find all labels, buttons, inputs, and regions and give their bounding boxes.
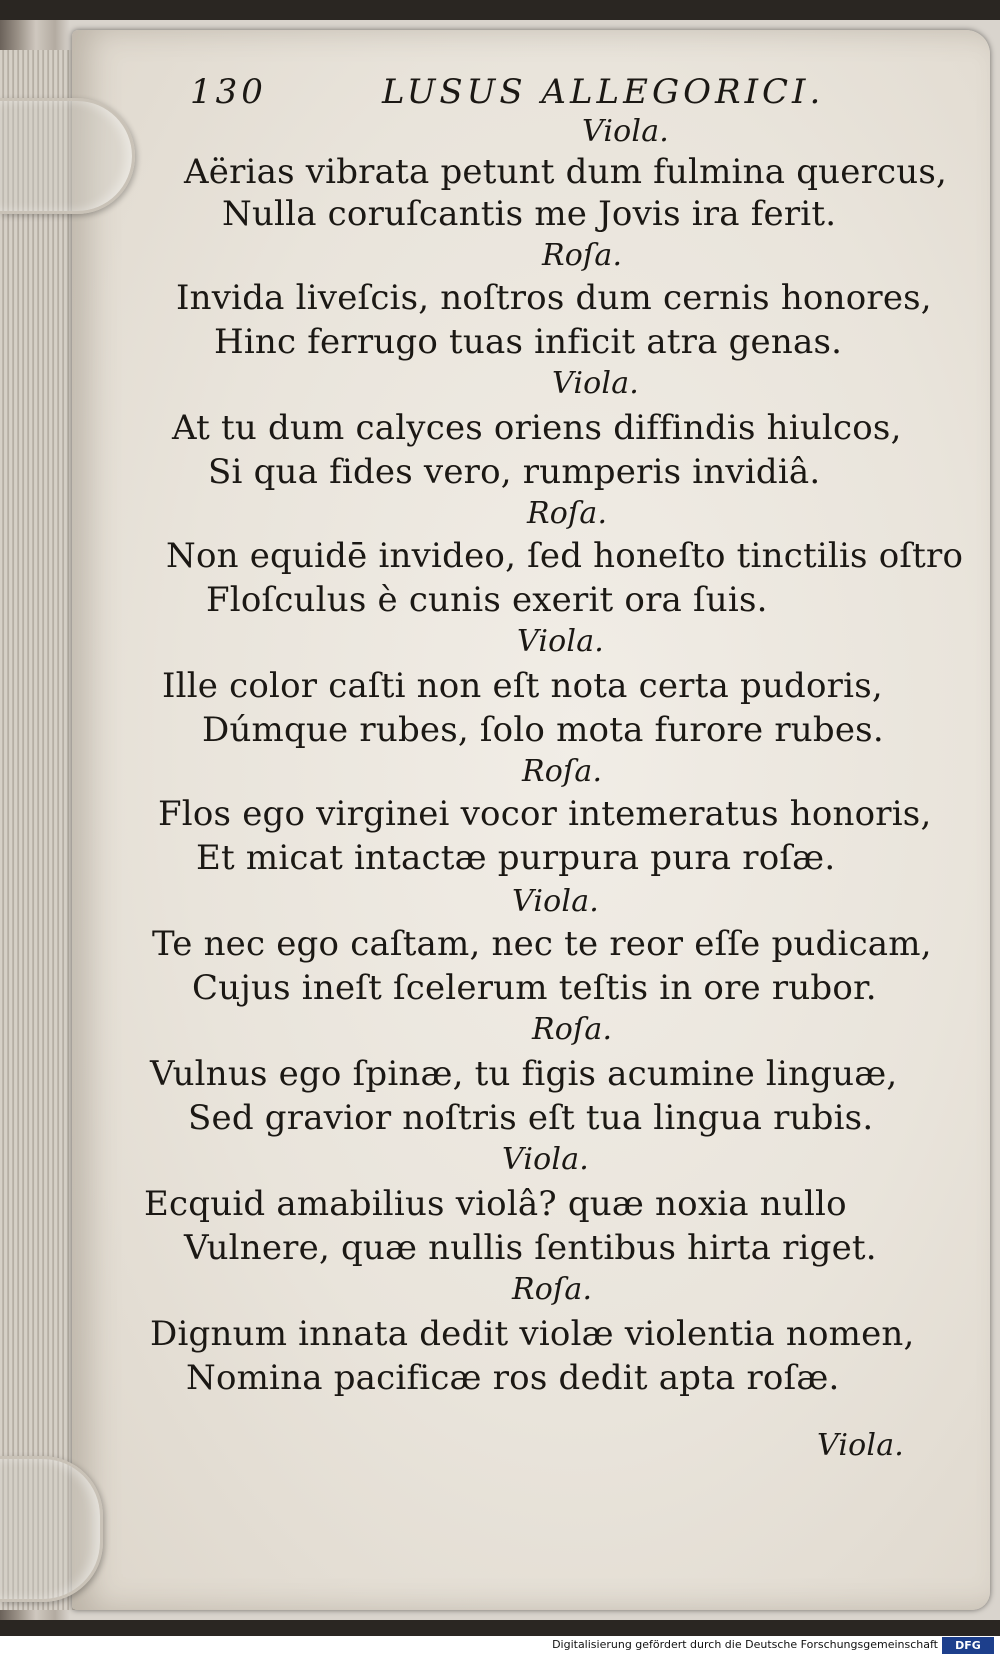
speaker-label: Roſa. <box>527 496 608 531</box>
verse-line: Te nec ego caſtam, nec te reor eſſe pudicam, <box>152 924 932 964</box>
verse-line: Ille color caſti non eſt nota certa pudoris, <box>162 666 883 706</box>
dfg-logo: DFG <box>942 1637 994 1654</box>
verse-line: Dúmque rubes, ſolo mota furore rubes. <box>202 710 884 750</box>
page-edges <box>0 50 76 1610</box>
verse-line: Ecquid amabilius violâ? quæ noxia nullo <box>144 1184 847 1224</box>
catchword: Viola. <box>817 1428 905 1463</box>
verse-line: Nulla coruſcantis me Jovis ira ferit. <box>222 194 837 234</box>
speaker-label: Viola. <box>582 114 670 149</box>
verse-line: Aërias vibrata petunt dum fulmina quercus, <box>184 152 948 192</box>
speaker-label: Viola. <box>552 366 640 401</box>
verse-line: Si qua fides vero, rumperis invidiâ. <box>208 452 821 492</box>
speaker-label: Roſa. <box>522 754 603 789</box>
verse-line: At tu dum calyces oriens diffindis hiulcos, <box>172 408 902 448</box>
verse-line: Vulnere, quæ nullis ſentibus hirta riget. <box>184 1228 877 1268</box>
verse-line: Invida liveſcis, noſtros dum cernis honores, <box>176 278 932 318</box>
speaker-label: Roſa. <box>542 238 623 273</box>
verse-line: Vulnus ego ſpinæ, tu figis acumine linguæ, <box>150 1054 898 1094</box>
verse-line: Cujus ineſt ſcelerum teſtis in ore rubor. <box>192 968 877 1008</box>
verse-line: Non equidē invideo, ſed honeſto tinctilis oſtro <box>166 536 964 576</box>
running-title: LUSUS ALLEGORICI. <box>382 72 825 112</box>
speaker-label: Viola. <box>517 624 605 659</box>
verse-line: Sed gravior noſtris eſt tua lingua rubis. <box>188 1098 874 1138</box>
verse-line: Dignum innata dedit violæ violentia nomen, <box>150 1314 915 1354</box>
page-text <box>72 20 990 1620</box>
digitization-footer <box>0 1636 1000 1656</box>
verse-line: Floſculus è cunis exerit ora ſuis. <box>206 580 768 620</box>
funding-credit: Digitalisierung gefördert durch die Deutsche Forschungsgemeinschaft <box>552 1638 938 1651</box>
verse-line: Flos ego virginei vocor intemeratus honoris, <box>158 794 932 834</box>
speaker-label: Viola. <box>502 1142 590 1177</box>
speaker-label: Roſa. <box>512 1272 593 1307</box>
speaker-label: Roſa. <box>532 1012 613 1047</box>
speaker-label: Viola. <box>512 884 600 919</box>
verse-line: Nomina pacificæ ros dedit apta roſæ. <box>186 1358 840 1398</box>
verse-line: Hinc ferrugo tuas inficit atra genas. <box>214 322 843 362</box>
verse-line: Et micat intactæ purpura pura roſæ. <box>196 838 836 878</box>
page-number: 130 <box>190 72 267 112</box>
book-scan <box>0 20 1000 1620</box>
